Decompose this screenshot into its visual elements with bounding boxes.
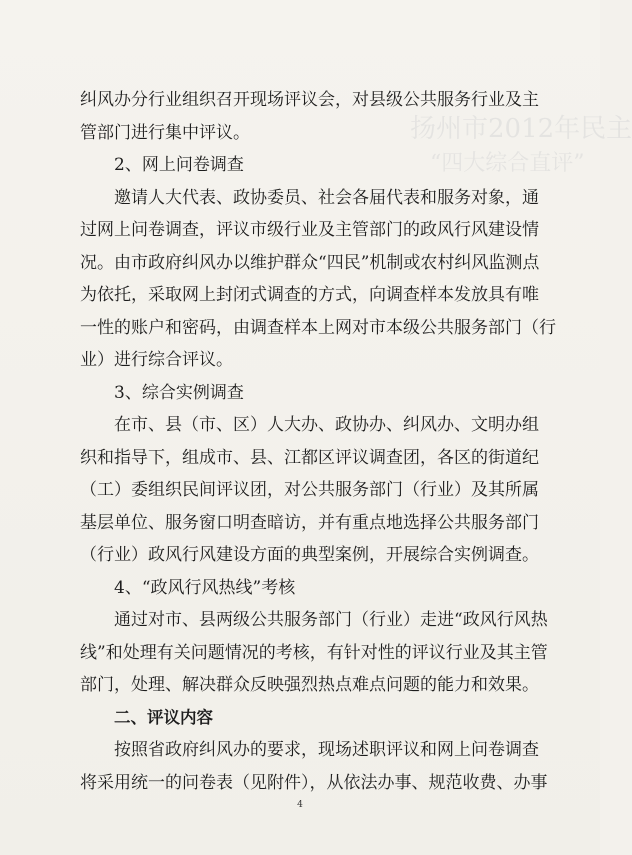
text-line: 管部门进行集中评议。	[80, 122, 250, 143]
text-line: （工）委组织民间评议团，对公共服务部门（行业）及其所属	[80, 480, 539, 500]
text-line: 将采用统一的问卷表（见附件），从依法办事、规范收费、办事	[80, 772, 548, 793]
text-line: 在市、县（市、区）人大办、政协办、纠风办、文明办组	[114, 415, 539, 435]
text-line: 基层单位、服务窗口明查暗访，并有重点地选择公共服务部门	[80, 512, 539, 533]
text-line: 邀请人大代表、政协委员、社会各届代表和服务对象，通	[114, 187, 539, 208]
text-line: （行业）政风行风建设方面的典型案例，开展综合实例调查。	[80, 545, 539, 565]
text-line: 过网上问卷调查，评议市级行业及主管部门的政风行风建设情	[80, 220, 539, 240]
text-line: 通过对市、县两级公共服务部门（行业）走进“政风行风热	[114, 610, 548, 630]
text-line: 纠风办分行业组织召开现场评议会，对县级公共服务行业及主	[80, 90, 539, 110]
bleed-through-title: 扬州市2012年民主	[410, 114, 632, 144]
subheading-hotline-assessment: 4、“政风行风热线”考核	[114, 577, 296, 598]
body-text	[80, 84, 556, 799]
subheading-online-survey: 2、网上问卷调查	[114, 155, 244, 175]
text-line: 线”和处理有关问题情况的考核，有针对性的评议行业及其主管	[80, 642, 548, 663]
text-line: 按照省政府纠风办的要求，现场述职评议和网上问卷调查	[114, 740, 539, 760]
section-heading-evaluation-content: 二、评议内容	[114, 707, 213, 727]
text-line: 一性的账户和密码，由调查样本上网对市本级公共服务部门（行	[80, 317, 556, 338]
text-line: 况。由市政府纠风办以维护群众“四民”机制或农村纠风监测点	[80, 252, 540, 273]
text-line: 为依托，采取网上封闭式调查的方式，向调查样本发放具有唯	[80, 285, 539, 305]
page-number: 4	[297, 800, 303, 810]
text-line: 织和指导下，组成市、县、江都区评议调查团，各区的街道纪	[80, 447, 539, 468]
bleed-through-subtitle: “四大综合直评”	[430, 151, 585, 176]
text-line: 部门，处理、解决群众反映强烈热点难点问题的能力和效果。	[80, 675, 539, 695]
subheading-case-survey: 3、综合实例调查	[114, 382, 244, 403]
text-line: 业）进行综合评议。	[80, 350, 233, 370]
